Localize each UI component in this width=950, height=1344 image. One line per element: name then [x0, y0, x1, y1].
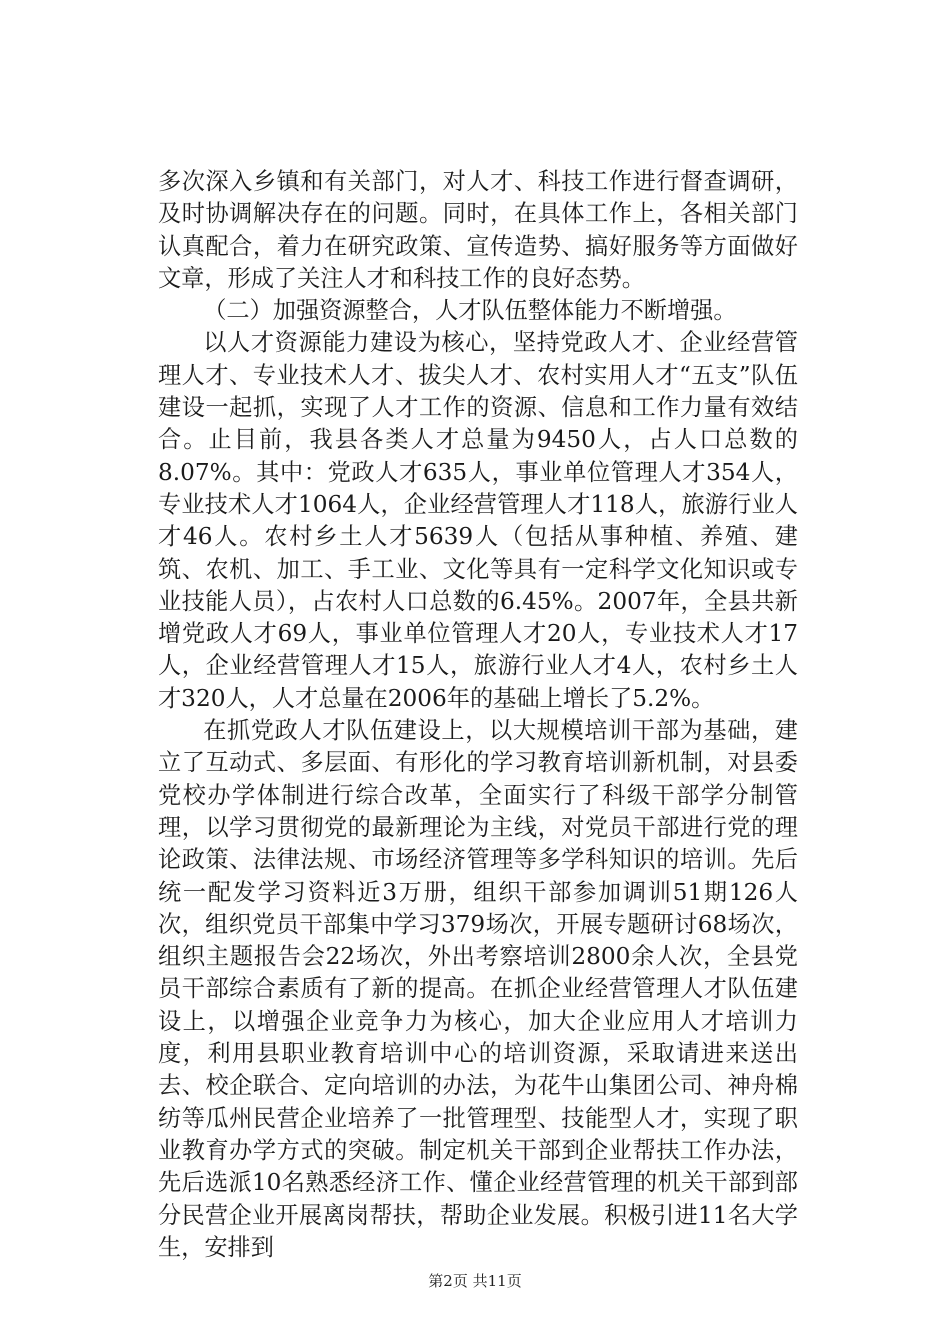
section-heading: （二）加强资源整合，人才队伍整体能力不断增强。: [203, 297, 737, 325]
paragraph-3: 在抓党政人才队伍建设上，以大规模培训干部为基础，建立了互动式、多层面、有形化的学习教育培训新机制，对县委党校办学体制进行综合改革，全面实行了科级干部学分制管理，以学习贯彻党的最新理论为主线，对党员干部进行党的理论政策、法律法规、市场经济管理等多学科知识的培训。先后统一配发学习资料近3万册，组织干部参加调训51期126人次，组织党员干部集中学习379场次，开展专题研讨68场次，组织主题报告会22场次，外出考察培训2800余人次，全县党员干部综合素质有了新的提高。在抓企业经营管理人才队伍建设上，以增强企业竞争力为核心，加大企业应用人才培训力度，利用县职业教育培训中心的培训资源，采取请进来送出去、校企联合、定向培训的办法，为花牛山集团公司、神舟棉纺等瓜州民营企业培养了一批管理型、技能型人才，实现了职业教育办学方式的突破。制定机关干部到企业帮扶工作办法，先后选派10名熟悉经济工作、懂企业经营管理的机关干部到部分民营企业开展离岗帮扶，帮助企业发展。积极引进11名大学生，安排到: [158, 717, 798, 1261]
page-number-footer: 第2页 共11页: [428, 1272, 522, 1290]
document-body: [158, 166, 798, 1264]
paragraph-2: 以人才资源能力建设为核心，坚持党政人才、企业经营管理人才、专业技术人才、拔尖人才、农村实用人才“五支”队伍建设一起抓，实现了人才工作的资源、信息和工作力量有效结合。止目前，我县各类人才总量为9450人，占人口总数的8.07%。其中：党政人才635人，事业单位管理人才354人，专业技术人才1064人，企业经营管理人才118人，旅游行业人才46人。农村乡土人才5639人（包括从事种植、养殖、建筑、农机、加工、手工业、文化等具有一定科学文化知识或专业技能人员），占农村人口总数的6.45%。2007年，全县共新增党政人才69人，事业单位管理人才20人，专业技术人才17人，企业经营管理人才15人，旅游行业人才4人，农村乡土人才320人，人才总量在2006年的基础上增长了5.2%。: [158, 329, 798, 712]
paragraph-1: 多次深入乡镇和有关部门，对人才、科技工作进行督查调研，及时协调解决存在的问题。同时，在具体工作上，各相关部门认真配合，着力在研究政策、宣传造势、搞好服务等方面做好文章，形成了关注人才和科技工作的良好态势。: [158, 168, 798, 292]
